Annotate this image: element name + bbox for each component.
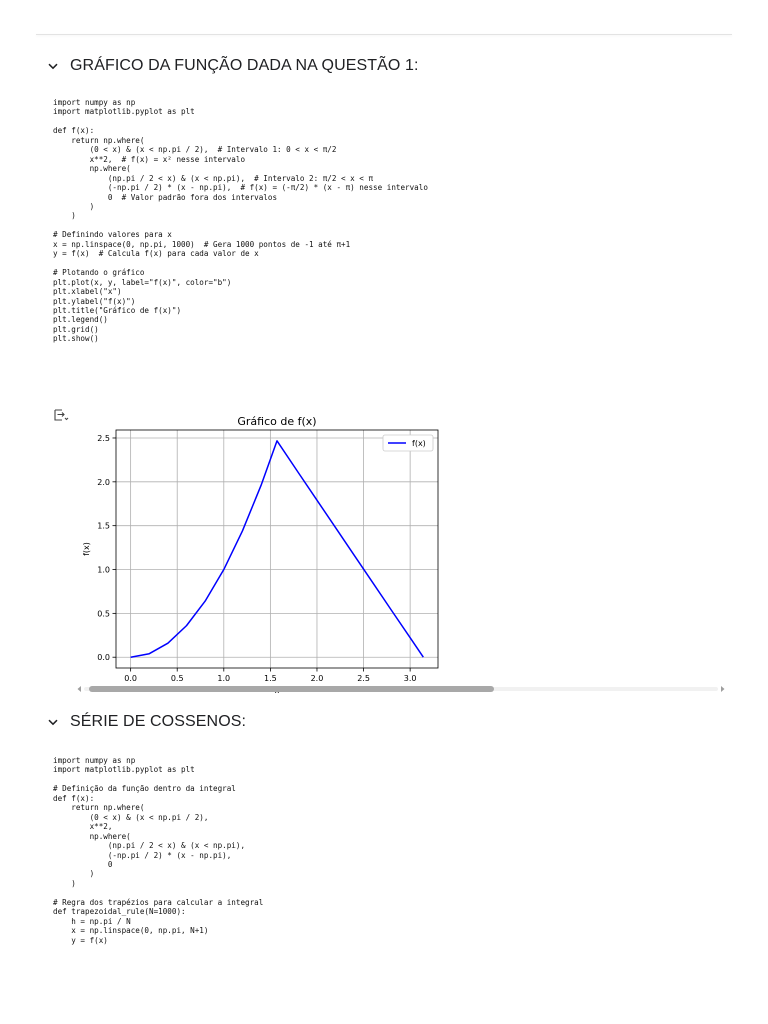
y-tick-label: 0.5 (97, 609, 110, 619)
horizontal-scrollbar[interactable] (72, 684, 730, 694)
legend-label: f(x) (412, 439, 426, 448)
chart-output (76, 410, 448, 688)
section-title: GRÁFICO DA FUNÇÃO DADA NA QUESTÃO 1: (70, 57, 419, 74)
scrollbar-thumb[interactable] (89, 686, 494, 692)
y-tick-label: 1.0 (97, 565, 110, 575)
y-tick-label: 0.0 (97, 653, 110, 663)
x-tick-label: 2.0 (310, 674, 324, 683)
output-toggle-icon[interactable] (53, 408, 69, 422)
section-header-serie[interactable] (46, 713, 246, 731)
scroll-left-arrow-icon[interactable] (74, 684, 84, 694)
x-tick-label: 1.5 (264, 674, 277, 683)
x-tick-label: 3.0 (403, 674, 417, 683)
chevron-down-icon[interactable] (46, 59, 60, 73)
chart-title: Gráfico de f(x) (237, 415, 317, 428)
top-divider (36, 34, 732, 35)
code-cell-grafico[interactable]: import numpy as np import matplotlib.pyplot as plt def f(x): return np.where( (0 < x) & (x < np.pi / 2), # Intervalo 1: 0 < x < π/2 x**2, # f(x) = x² nesse intervalo np.where( (np.pi / 2 < x) & (x < np.pi), # Intervalo 2: π/2 < x < π (-np.pi / 2) * (x - np.pi), # f(x) = (-π/2) * (x - π) nesse intervalo 0 # Valor padrão fora dos intervalos ) ) # Definindo valores para x x = np.linspace(0, np.pi, 1000) # Gera 1000 pontos de -1 até π+1 y = f(x) # Calcula f(x) para cada valor de x # Plotando o gráfico plt.plot(x, y, label="f(x)", color="b") plt.xlabel("x") plt.ylabel("f(x)") plt.title("Gráfico de f(x)") plt.legend() plt.grid() plt.show() (53, 98, 428, 344)
x-tick-label: 2.5 (357, 674, 370, 683)
section-header-grafico[interactable] (46, 57, 419, 75)
section-title: SÉRIE DE COSSENOS: (70, 713, 247, 730)
y-tick-label: 1.5 (97, 521, 110, 531)
x-tick-label: 0.5 (170, 674, 184, 683)
scroll-right-arrow-icon[interactable] (717, 684, 727, 694)
chart-legend (383, 435, 433, 451)
chart-background (76, 410, 448, 688)
y-axis-label: f(x) (82, 542, 91, 556)
x-tick-label: 1.0 (217, 674, 231, 683)
y-tick-label: 2.5 (97, 433, 110, 443)
code-cell-serie[interactable]: import numpy as np import matplotlib.pyplot as plt # Definição da função dentro da integral def f(x): return np.where( (0 < x) & (x < np.pi / 2), x**2, np.where( (np.pi / 2 < x) & (x < np.pi), (-np.pi / 2) * (x - np.pi), 0 ) ) # Regra dos trapézios para calcular a integral def trapezoidal_rule(N=1000): h = np.pi / N x = np.linspace(0, np.pi, N+1) y = f(x) (53, 756, 264, 945)
y-tick-label: 2.0 (97, 477, 110, 487)
chevron-down-icon[interactable] (46, 715, 60, 729)
line-chart (76, 410, 448, 688)
x-tick-label: 0.0 (124, 674, 137, 683)
